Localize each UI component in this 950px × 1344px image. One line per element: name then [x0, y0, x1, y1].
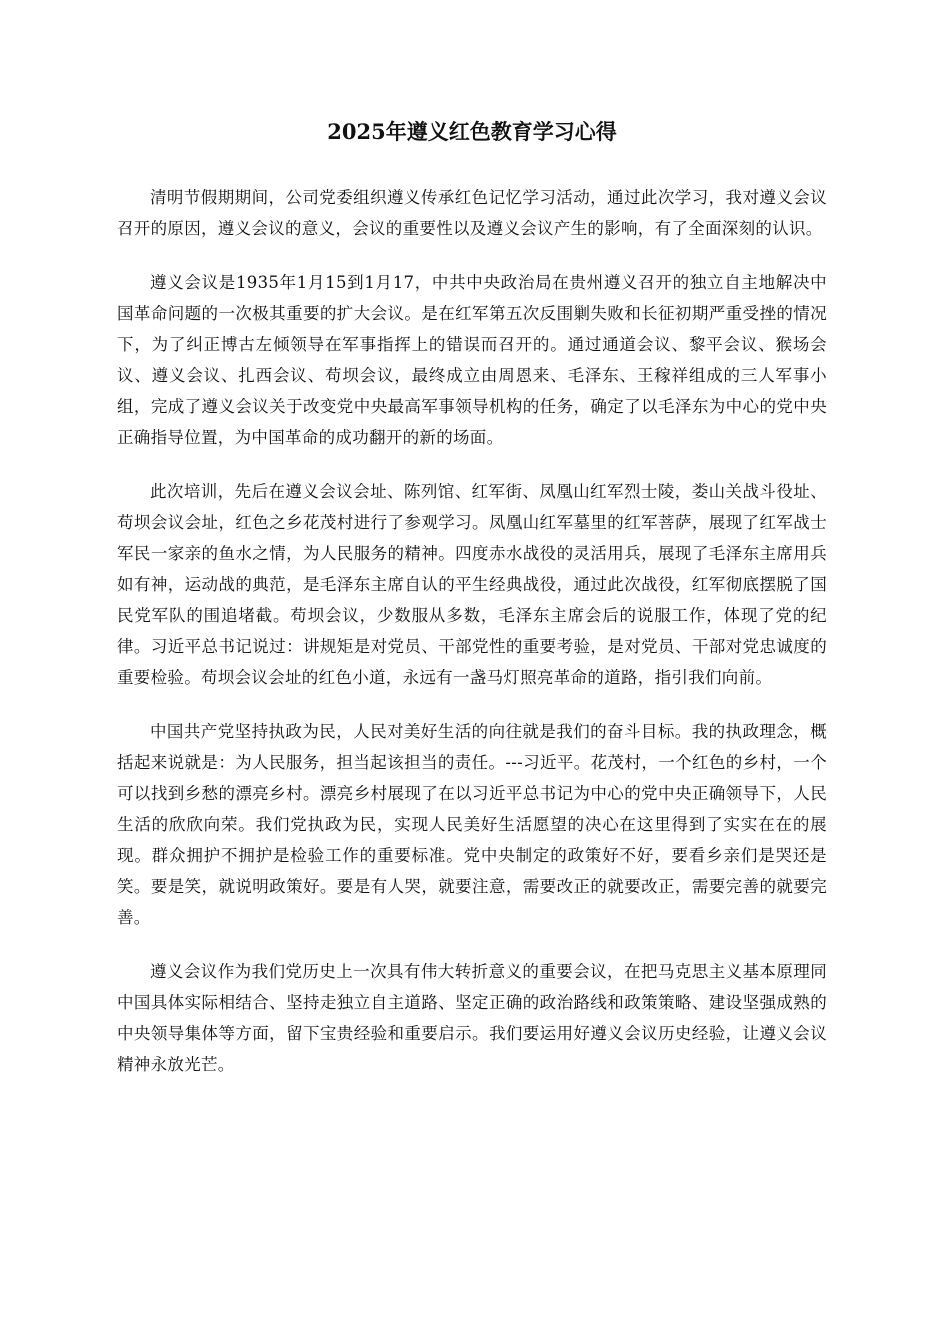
- document-page: [117, 112, 827, 1103]
- page-title: 2025年遵义红色教育学习心得: [327, 119, 617, 144]
- paragraph-2: 遵义会议是1935年1月15到1月17，中共中央政治局在贵州遵义召开的独立自主地解决中国革命问题的一次极其重要的扩大会议。是在红军第五次反围剿失败和长征初期严重受挫的情况下，为了纠正博古左倾领导在军事指挥上的错误而召开的。通过通道会议、黎平会议、猴场会议、遵义会议、扎西会议、苟坝会议，最终成立由周恩来、毛泽东、王稼祥组成的三人军事小组，完成了遵义会议关于改变党中央最高军事领导机构的任务，确定了以毛泽东为中心的党中央正确指导位置，为中国革命的成功翻开的新的场面。: [117, 273, 827, 447]
- paragraph-5: 遵义会议作为我们党历史上一次具有伟大转折意义的重要会议，在把马克思主义基本原理同中国具体实际相结合、坚持走独立自主道路、坚定正确的政治路线和政策策略、建设坚强成熟的中央领导集体等方面，留下宝贵经验和重要启示。我们要运用好遵义会议历史经验，让遵义会议精神永放光芒。: [117, 962, 827, 1074]
- paragraph-4: 中国共产党坚持执政为民，人民对美好生活的向往就是我们的奋斗目标。我的执政理念，概括起来说就是：为人民服务，担当起该担当的责任。---习近平。花茂村，一个红色的乡村，一个可以找到乡愁的漂亮乡村。漂亮乡村展现了在以习近平总书记为中心的党中央正确领导下，人民生活的欣欣向荣。我们党执政为民，实现人民美好生活愿望的决心在这里得到了实实在在的展现。群众拥护不拥护是检验工作的重要标准。党中央制定的政策好不好，要看乡亲们是哭还是笑。要是笑，就说明政策好。要是有人哭，就要注意，需要改正的就要改正，需要完善的就要完善。: [117, 722, 827, 927]
- paragraph-1: 清明节假期期间，公司党委组织遵义传承红色记忆学习活动，通过此次学习，我对遵义会议召开的原因，遵义会议的意义，会议的重要性以及遵义会议产生的影响，有了全面深刻的认识。: [117, 188, 827, 238]
- paragraph-3: 此次培训，先后在遵义会议会址、陈列馆、红军街、凤凰山红军烈士陵，娄山关战斗役址、苟坝会议会址，红色之乡花茂村进行了参观学习。凤凰山红军墓里的红军菩萨，展现了红军战士军民一家亲的鱼水之情，为人民服务的精神。四度赤水战役的灵活用兵，展现了毛泽东主席用兵如有神，运动战的典范，是毛泽东主席自认的平生经典战役，通过此次战役，红军彻底摆脱了国民党军队的围追堵截。苟坝会议，少数服从多数，毛泽东主席会后的说服工作，体现了党的纪律。习近平总书记说过：讲规矩是对党员、干部党性的重要考验，是对党员、干部对党忠诚度的重要检验。苟坝会议会址的红色小道，永远有一盏马灯照亮革命的道路，指引我们向前。: [117, 482, 827, 687]
